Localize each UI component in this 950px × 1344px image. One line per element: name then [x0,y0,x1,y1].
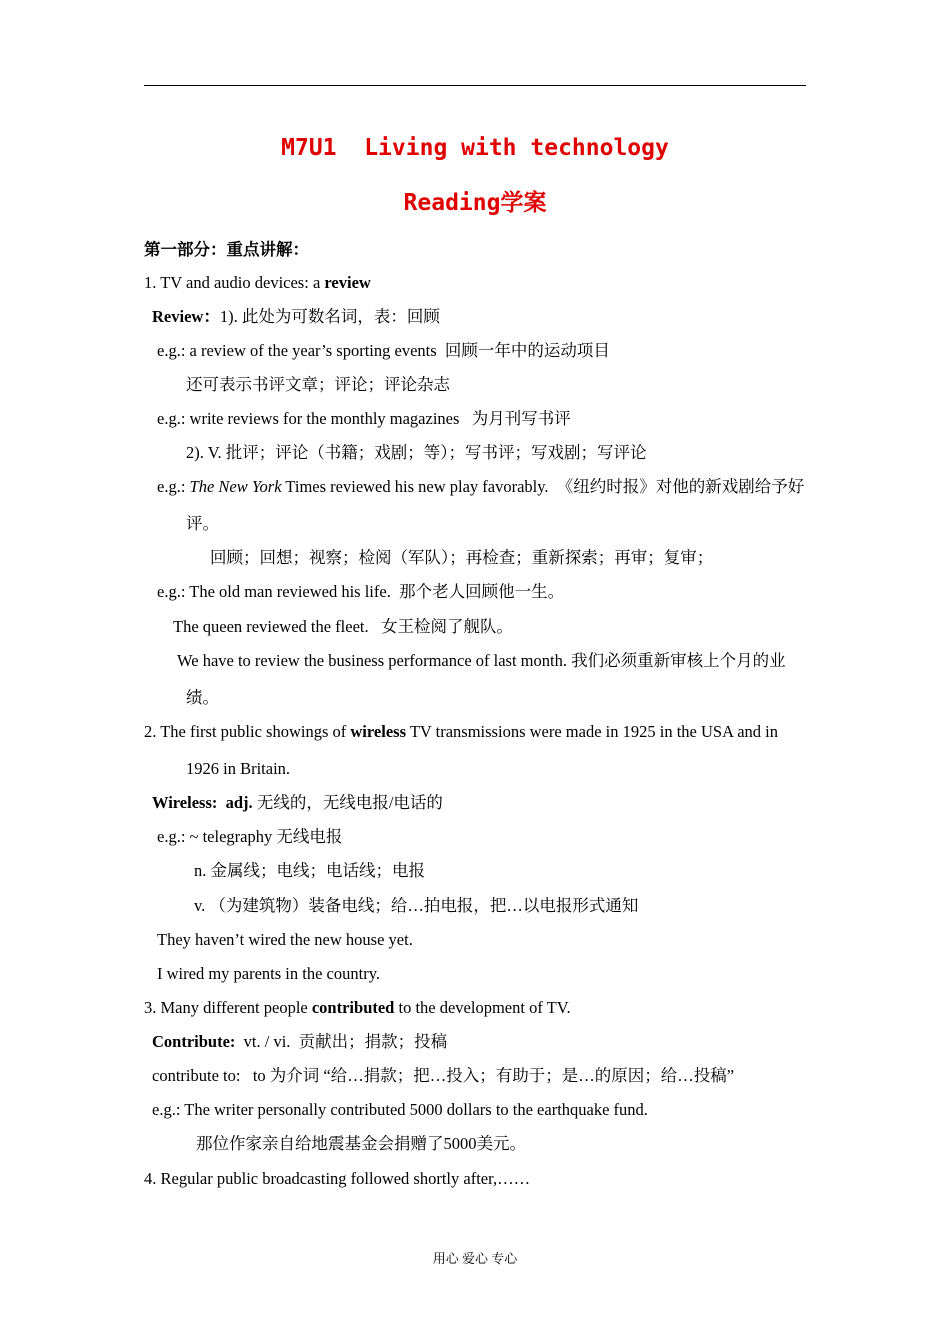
review-definition-1b: 还可表示书评文章；评论；评论杂志 [186,375,450,394]
review-example-1: e.g.: a review of the year’s sporting events 回顾一年中的运动项目 [157,341,610,360]
wireless-example-1: e.g.: ~ telegraphy 无线电报 [157,827,343,846]
review-ex3-italic: The New York [189,477,282,496]
review-example-2: e.g.: write reviews for the monthly magazines 为月刊写书评 [157,409,571,428]
review-def1: 1). 此处为可数名词，表：回顾 [219,307,440,326]
page-footer: 用心 爱心 专心 [432,1251,518,1266]
point-1-text: 1. TV and audio devices: a [144,273,325,292]
point-3-post: to the development of TV. [394,998,571,1017]
point-3-keyword: contributed [311,998,395,1017]
point-3 [144,998,571,1018]
document-title: M7U1 Living with technology [281,135,669,161]
wireless-definition-1 [152,793,443,813]
contribute-definition-2: contribute to: to 为介词 “给…捐款；把…投入；有助于；是…的原因；给…投稿” [152,1066,735,1085]
review-example-4: e.g.: The old man reviewed his life. 那个老人回顾他一生。 [157,582,565,601]
wireless-head: Wireless: adj. [152,793,253,812]
review-example-6: We have to review the business performance of last month. 我们必须重新审核上个月的业 [177,651,786,670]
wireless-example-2: They haven’t wired the new house yet. [157,930,413,949]
review-definition-3: 回顾；回想；视察；检阅（军队）；再检查；重新探索；再审；复审； [210,548,714,567]
point-2-keyword: wireless [350,722,406,741]
point-2-post: TV transmissions were made in 1925 in the USA and in [406,722,778,741]
contribute-head: Contribute: [152,1032,236,1051]
point-2-pre: 2. The first public showings of [144,722,351,741]
wireless-definition-2: n. 金属线；电线；电话线；电报 [194,861,425,880]
header-rule [144,85,806,86]
review-head: Review： [152,307,220,326]
contribute-definition-1 [152,1032,447,1052]
review-example-6-cont: 绩。 [186,688,219,707]
review-definition-2: 2). V. 批评；评论（书籍；戏剧；等）；写书评；写戏剧；写评论 [186,443,647,462]
point-2 [144,722,778,742]
point-2-cont: 1926 in Britain. [186,759,291,778]
contribute-example-1-cn: 那位作家亲自给地震基金会捐赠了5000美元。 [196,1134,526,1153]
contribute-example-1: e.g.: The writer personally contributed 5000 dollars to the earthquake fund. [152,1100,648,1119]
review-ex3-pre: e.g.: [157,477,190,496]
point-3-pre: 3. Many different people [144,998,312,1017]
review-example-3 [157,477,804,497]
review-example-3-cont: 评。 [186,514,219,533]
point-1-keyword: review [324,273,371,292]
contribute-def1: vt. / vi. 贡献出；捐款；投稿 [235,1032,448,1051]
review-ex3-post: Times reviewed his new play favorably. 《纽约时报》对他的新戏剧给予好 [281,477,805,496]
review-definition-1 [152,307,440,327]
wireless-example-3: I wired my parents in the country. [157,964,380,983]
point-1 [144,273,371,293]
wireless-definition-3: v. （为建筑物）装备电线；给…拍电报，把…以电报形式通知 [194,896,639,915]
review-example-5: The queen reviewed the fleet. 女王检阅了舰队。 [173,617,513,636]
document-subtitle: Reading学案 [403,190,547,216]
point-4: 4. Regular public broadcasting followed shortly after,…… [144,1169,531,1188]
wireless-def1: 无线的，无线电报/电话的 [252,793,443,812]
section-heading: 第一部分：重点讲解： [144,240,309,259]
